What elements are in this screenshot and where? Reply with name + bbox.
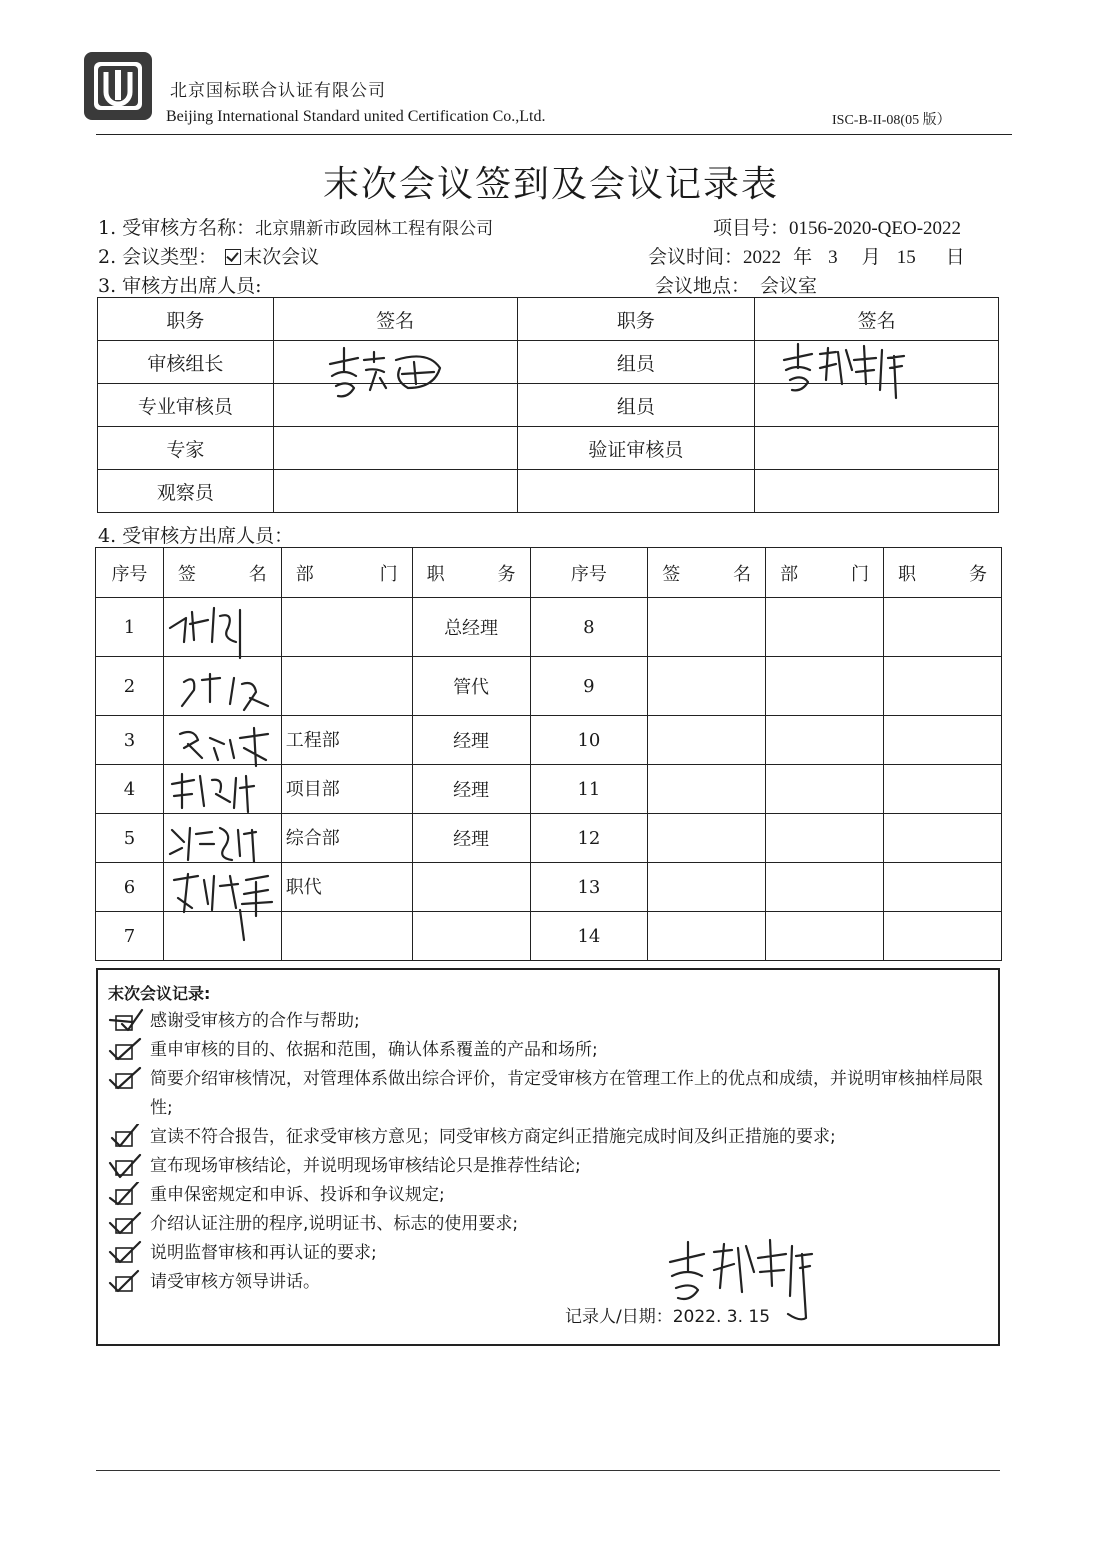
role-cell xyxy=(884,814,1002,863)
role-cell: 观察员 xyxy=(98,470,274,513)
department-cell xyxy=(766,765,884,814)
signature-cell xyxy=(273,470,517,513)
member-signature xyxy=(776,340,916,402)
role-cell: 验证审核员 xyxy=(517,427,755,470)
role-cell xyxy=(884,716,1002,765)
department-cell xyxy=(766,863,884,912)
minutes-item: 介绍认证注册的程序,说明证书、标志的使用要求; xyxy=(150,1214,519,1234)
signature-cell xyxy=(648,814,766,863)
row-no: 14 xyxy=(530,912,648,961)
table-row xyxy=(98,427,999,470)
meeting-month: 3 xyxy=(828,247,838,268)
checkbox-checked-icon xyxy=(225,249,241,265)
checkbox-checked-icon xyxy=(108,1066,144,1092)
role-cell xyxy=(412,863,530,912)
signature-cell xyxy=(648,912,766,961)
role-cell xyxy=(517,470,755,513)
checkbox-checked-icon xyxy=(108,1008,144,1034)
header-signature: 签 名 xyxy=(648,548,766,598)
signature-cell xyxy=(755,427,999,470)
header-department: 部 门 xyxy=(281,548,412,598)
company-logo xyxy=(82,50,154,122)
meeting-type-value: 末次会议 xyxy=(243,246,320,268)
day-unit: 日 xyxy=(945,246,965,268)
auditor-attendance-table xyxy=(97,297,999,513)
meeting-type-label: 2. 会议类型： xyxy=(98,246,218,268)
role-cell xyxy=(412,912,530,961)
signature-cell xyxy=(273,427,517,470)
row-no: 2 xyxy=(96,657,164,716)
header-department: 部 门 xyxy=(766,548,884,598)
location-line xyxy=(655,271,817,298)
checkbox-checked-icon xyxy=(108,1269,144,1295)
role-cell xyxy=(884,765,1002,814)
row-no: 5 xyxy=(96,814,164,863)
row-no: 7 xyxy=(96,912,164,961)
department-cell xyxy=(766,598,884,657)
role-cell: 经理 xyxy=(412,765,530,814)
form-code: ISC-B-II-08(05 版） xyxy=(832,113,951,128)
header-role: 职 务 xyxy=(884,548,1002,598)
auditee-name: 北京鼎新市政园林工程有限公司 xyxy=(255,219,494,239)
signature-cell xyxy=(755,470,999,513)
row-no: 12 xyxy=(530,814,648,863)
minutes-item: 宣布现场审核结论，并说明现场审核结论只是推荐性结论; xyxy=(150,1156,581,1176)
document-title: 末次会议签到及会议记录表 xyxy=(322,164,779,205)
signature-cell xyxy=(648,716,766,765)
role-cell xyxy=(884,657,1002,716)
project-number: 0156-2020-QEO-2022 xyxy=(789,218,962,239)
minutes-item: 重申保密规定和申诉、投诉和争议规定; xyxy=(150,1185,445,1205)
department-cell: 项目部 xyxy=(281,765,412,814)
role-cell: 总经理 xyxy=(412,598,530,657)
role-cell: 管代 xyxy=(412,657,530,716)
role-cell: 专业审核员 xyxy=(98,384,274,427)
footer-divider xyxy=(96,1470,1000,1471)
minutes-item: 宣读不符合报告，征求受审核方意见；同受审核方商定纠正措施完成时间及纠正措施的要求; xyxy=(150,1127,836,1147)
minutes-item: 请受审核方领导讲话。 xyxy=(150,1272,320,1292)
signature-cell xyxy=(648,657,766,716)
company-name-cn: 北京国标联合认证有限公司 xyxy=(170,81,386,101)
minutes-heading: 末次会议记录: xyxy=(108,984,211,1003)
signature-cell xyxy=(648,598,766,657)
header-role: 职务 xyxy=(517,298,755,341)
meeting-day: 15 xyxy=(896,247,916,268)
header-signature: 签 名 xyxy=(163,548,281,598)
auditor-attendees-label: 3. 审核方出席人员: xyxy=(98,275,262,297)
row-no: 10 xyxy=(530,716,648,765)
role-cell: 经理 xyxy=(412,716,530,765)
row-no: 6 xyxy=(96,863,164,912)
role-cell xyxy=(884,863,1002,912)
recorder-date: 2022. 3. 15 xyxy=(672,1307,771,1327)
header-divider xyxy=(96,134,1012,135)
recorder-line xyxy=(565,1302,770,1327)
month-unit: 月 xyxy=(861,246,881,268)
role-cell: 审核组长 xyxy=(98,341,274,384)
meeting-year: 2022 xyxy=(743,247,782,268)
signature-cell xyxy=(648,863,766,912)
row-no: 9 xyxy=(530,657,648,716)
table-header-row xyxy=(98,298,999,341)
table-row xyxy=(98,470,999,513)
leader-signature xyxy=(318,342,458,402)
checkbox-checked-icon xyxy=(108,1211,144,1237)
minutes-item: 说明监督审核和再认证的要求; xyxy=(150,1243,377,1263)
department-cell xyxy=(766,814,884,863)
checkbox-checked-icon xyxy=(108,1037,144,1063)
role-cell: 经理 xyxy=(412,814,530,863)
location-label: 会议地点： xyxy=(655,275,751,297)
role-cell: 专家 xyxy=(98,427,274,470)
role-cell xyxy=(884,912,1002,961)
checkbox-checked-icon xyxy=(108,1240,144,1266)
meeting-time-label: 会议时间： xyxy=(648,246,744,268)
header-signature: 签名 xyxy=(755,298,999,341)
checkbox-checked-icon xyxy=(108,1124,144,1150)
meeting-type-line xyxy=(98,242,319,269)
minutes-item: 简要介绍审核情况，对管理体系做出综合评价，肯定受审核方在管理工作上的优点和成绩，并说明审核抽样局限性; xyxy=(150,1069,983,1118)
department-cell: 综合部 xyxy=(281,814,412,863)
minutes-item: 感谢受审核方的合作与帮助; xyxy=(150,1011,360,1031)
row-no: 8 xyxy=(530,598,648,657)
checkbox-checked-icon xyxy=(108,1153,144,1179)
auditee-attendees-label: 4. 受审核方出席人员： xyxy=(98,525,294,547)
role-cell xyxy=(884,598,1002,657)
header-role: 职 务 xyxy=(412,548,530,598)
row-no: 4 xyxy=(96,765,164,814)
signature-cell xyxy=(648,765,766,814)
department-cell xyxy=(766,716,884,765)
checkbox-checked-icon xyxy=(108,1182,144,1208)
role-cell: 组员 xyxy=(517,384,755,427)
recorder-label: 记录人/日期： xyxy=(565,1307,673,1327)
auditee-label: 1. 受审核方名称： xyxy=(98,217,256,239)
location-value: 会议室 xyxy=(760,275,818,297)
department-cell: 工程部 xyxy=(281,716,412,765)
department-cell xyxy=(766,657,884,716)
auditee-line xyxy=(98,213,493,240)
minutes-item: 重申审核的目的、依据和范围，确认体系覆盖的产品和场所; xyxy=(150,1040,598,1060)
row-no: 13 xyxy=(530,863,648,912)
department-cell xyxy=(766,912,884,961)
department-cell xyxy=(281,657,412,716)
row-no: 1 xyxy=(96,598,164,657)
header-no: 序号 xyxy=(530,548,648,598)
project-line xyxy=(713,213,961,240)
header-no: 序号 xyxy=(96,548,164,598)
year-unit: 年 xyxy=(793,246,813,268)
role-cell: 组员 xyxy=(517,341,755,384)
row-no: 3 xyxy=(96,716,164,765)
meeting-time-line xyxy=(648,242,965,269)
department-cell xyxy=(281,912,412,961)
department-cell: 职代 xyxy=(281,863,412,912)
department-cell xyxy=(281,598,412,657)
header-signature: 签名 xyxy=(273,298,517,341)
row-no: 11 xyxy=(530,765,648,814)
header-role: 职务 xyxy=(98,298,274,341)
project-label: 项目号： xyxy=(713,217,790,239)
attendee-signatures xyxy=(164,598,284,943)
table-header-row xyxy=(96,548,1002,598)
company-name-en: Beijing International Standard united Certification Co.,Ltd. xyxy=(166,108,546,125)
